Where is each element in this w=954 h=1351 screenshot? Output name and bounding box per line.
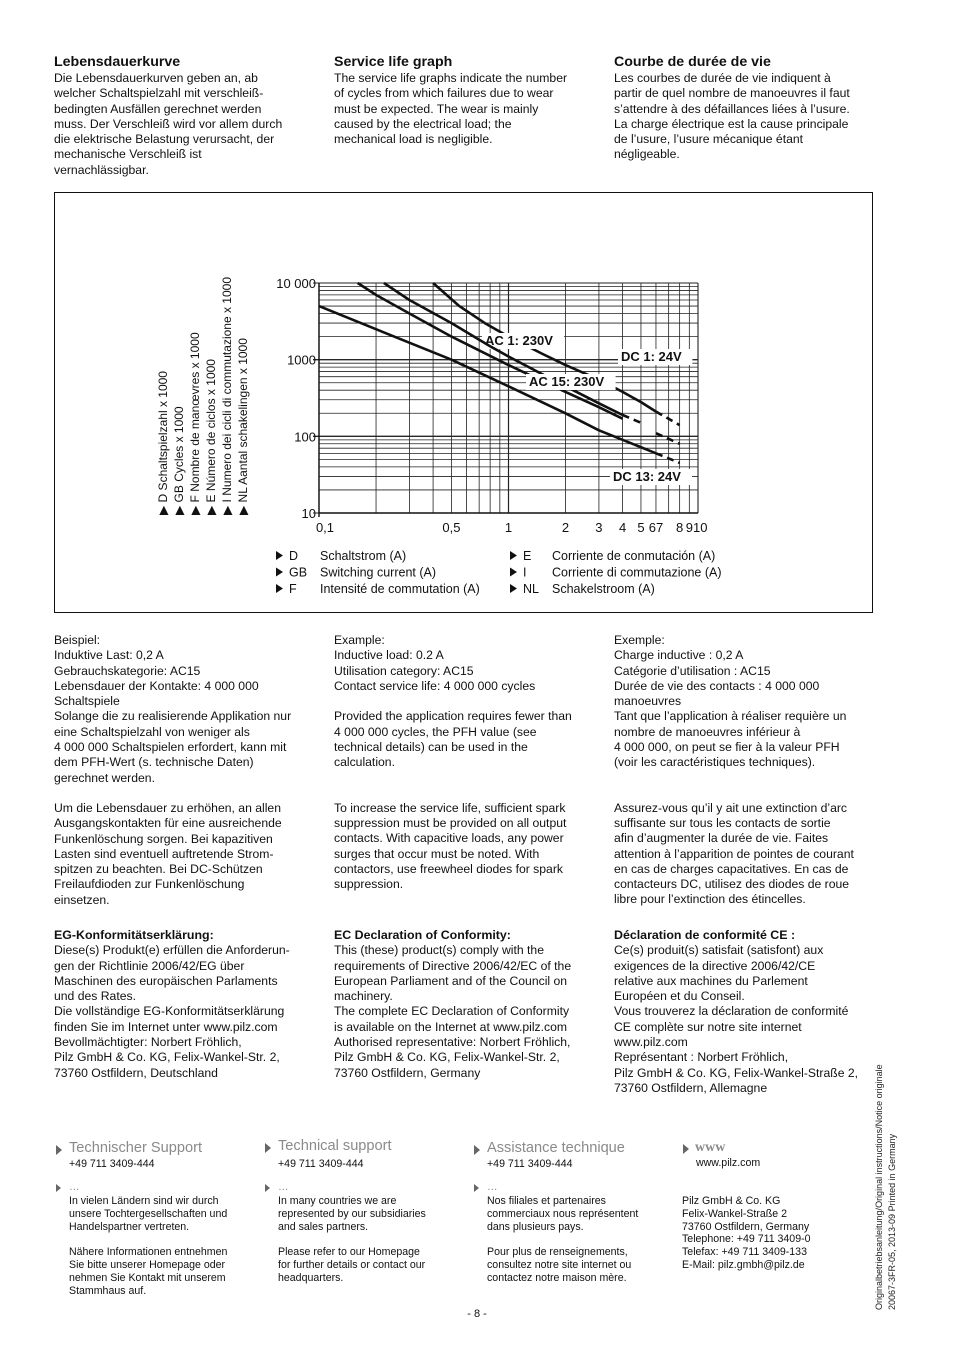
- x-tick-label: 2: [561, 520, 570, 535]
- x-axis-label-code: D: [289, 549, 299, 563]
- y-tick-label: 10: [301, 506, 316, 521]
- conformity-text: Diese(s) Produkt(e) erfüllen die Anforderun- gen der Richtlinie 2006/42/EG über Maschinen des europäischen Parlaments und des Rates. Die vollständige EG-Konformitätserklärung finden Sie im Internet unter www.pilz.com Bevollmächtigter: Norbert Fröhlich, Pilz GmbH & Co. KG, Felix-Wankel-Str. 2, 73760 Ostfildern, Deutschland: [54, 943, 290, 1080]
- x-axis-label-code: F: [289, 582, 297, 596]
- x-axis-label: Schakelstroom (A): [552, 582, 655, 596]
- support-text-en: In many countries we are represented by our subsidiaries and sales partners. Please refer to our Homepage for further details or contact our headquarters.: [278, 1195, 426, 1284]
- x-tick-label: 10: [693, 520, 708, 535]
- x-tick-label: 5: [637, 520, 645, 535]
- example-text: Beispiel: Induktive Last: 0,2 A Gebrauchskategorie: AC15 Lebensdauer der Kontakte: 4 000 000 Schaltspiele Solange die zu realisierende Applikation nur eine Schaltspielzahl von weniger als 4 000 000 Schaltspielen erfordert, kann mit dem PFH-Wert (s. technische Daten) gerechnet werden.: [54, 633, 292, 785]
- support-title-en: Technical support: [278, 1138, 392, 1154]
- x-axis-label: Intensité de commutation (A): [320, 582, 480, 596]
- section-title: Lebensdauerkurve: [54, 54, 181, 70]
- y-axis-label: ▶ F Nombre de manœvres x 1000: [188, 332, 202, 515]
- section-text: The service life graphs indicate the number of cycles from which failures due to wear must be expected. The wear is mainly caused by the electrical load; the mechanical load is negligible.: [334, 71, 568, 147]
- arrow-icon: [510, 584, 517, 593]
- www-link[interactable]: www.pilz.com: [696, 1157, 761, 1169]
- page-number: - 8 -: [467, 1308, 487, 1320]
- x-axis-label-code: E: [523, 549, 532, 563]
- spark-text: Assurez-vous qu’il y ait une extinction d’arc suffisante sur tous les contacts de sortie afin d’augmenter la durée de vie. Faites attention à l’apparition de pointes de courant en cas de charges capacitatives. En cas de contacteurs DC, utilisez des diodes de roue libre pour l’extinction des étincelles.: [614, 800, 854, 907]
- arrow-icon: [276, 584, 283, 593]
- arrow-icon: [683, 1144, 689, 1154]
- y-axis-label: ▶ NL Aantal schakelingen x 1000: [236, 338, 250, 515]
- x-axis-label-code: GB: [289, 565, 308, 580]
- support-title-fr: Assistance technique: [487, 1140, 625, 1156]
- conformity-fr: [614, 928, 874, 1096]
- y-axis-label: ▶ D Schaltspielzahl x 1000: [156, 371, 170, 515]
- x-tick-label: 67: [648, 520, 664, 535]
- y-tick-label: 1000: [287, 352, 316, 368]
- conformity-de: [54, 928, 314, 1081]
- spark-text: Um die Lebensdauer zu erhöhen, an allen Ausgangskontakten für eine ausreichende Funkenlöschung sorgen. Bei kapazitiven Lasten sind eventuell auftretende Strom- spitzen zu beachten. Bei DC-Schützen Freilaufdioden zur Funkenlöschung einsetzen.: [54, 800, 282, 907]
- series-line-dashed: [656, 433, 680, 444]
- x-axis-label: Schaltstrom (A): [320, 549, 407, 563]
- arrow-icon: [56, 1184, 61, 1192]
- arrow-icon: [510, 551, 517, 560]
- ellipsis: …: [278, 1181, 289, 1193]
- chart-svg: [55, 193, 872, 612]
- series-label: AC 1: 230V: [485, 333, 553, 348]
- section-title: Service life graph: [334, 54, 453, 70]
- support-phone-fr[interactable]: +49 711 3409-444: [487, 1158, 573, 1170]
- section-title: Courbe de durée de vie: [614, 54, 771, 70]
- section-text: Les courbes de durée de vie indiquent à partir de quel nombre de manoeuvres il faut s’attendre à des défaillances liées à l’usure. La charge électrique est la cause principale de l’usure, l’usure mécanique étant négligeable.: [614, 71, 850, 162]
- x-axis-label-code: I: [523, 565, 527, 580]
- example-de: [54, 633, 314, 908]
- series-label: AC 15: 230V: [529, 374, 605, 389]
- company-address: Pilz GmbH & Co. KG Felix-Wankel-Straße 2 73760 Ostfildern, Germany Telephone: +49 711 3409-0 Telefax: +49 711 3409-133 E-Mail: pilz.gmbh@pilz.de: [682, 1195, 811, 1271]
- x-axis-label-code: NL: [523, 582, 539, 596]
- x-tick-label: 9: [685, 520, 693, 535]
- example-en: [334, 633, 594, 892]
- ellipsis: …: [69, 1181, 80, 1193]
- x-axis-label: Corriente di commutazione (A): [552, 565, 722, 580]
- intro-fr: [614, 53, 874, 163]
- arrow-icon: [474, 1184, 479, 1192]
- x-tick-label: 3: [595, 520, 603, 535]
- support-text-de: In vielen Ländern sind wir durch unsere Tochtergesellschaften und Handelspartner vertreten. Nähere Informationen entnehmen Sie bitte unserer Homepage oder nehmen Sie Kontakt mit unserem Stammhaus auf.: [69, 1195, 228, 1297]
- support-phone-de[interactable]: +49 711 3409-444: [69, 1158, 155, 1170]
- x-tick-label: 8: [676, 520, 684, 535]
- arrow-icon: [265, 1184, 270, 1192]
- example-text: Exemple: Charge inductive : 0,2 A Catégorie d’utilisation : AC15 Durée de vie des contacts : 4 000 000 manoeuvres Tant que l’application à réaliser requière un nombre de manoeuvres inférieur à 4 000 000, on peut se fier à la valeur PFH (voir les caractéristiques techniques).: [614, 633, 847, 770]
- conformity-text: Ce(s) produit(s) satisfait (satisfont) aux exigences de la directive 2006/42/CE relative aux machines du Parlement Européen et du Conseil. Vous trouverez la déclaration de conformité CE complète sur notre site internet www.pilz.com Représentant : Norbert Fröhlich, Pilz GmbH & Co. KG, Felix-Wankel-Straße 2, 73760 Ostfildern, Allemagne: [614, 943, 859, 1095]
- y-axis-label: ▶ E Número de ciclos x 1000: [204, 359, 218, 515]
- arrow-icon: [510, 568, 517, 577]
- series-label: DC 1: 24V: [621, 349, 682, 364]
- side-note-line2: 20067-3FR-05, 2013-09 Printed in Germany: [887, 1133, 897, 1310]
- arrow-icon: [276, 551, 283, 560]
- www-title: www: [695, 1140, 726, 1155]
- arrow-icon: [474, 1145, 480, 1155]
- conformity-title: EG-Konformitätserklärung:: [54, 928, 214, 942]
- conformity-text: This (these) product(s) comply with the requirements of Directive 2006/42/EC of the European Parliament and of the Council on machinery. The complete EC Declaration of Conformity is available on the Internet at www.pilz.com Authorised representative: Norbert Fröhlich, Pilz GmbH & Co. KG, Felix-Wankel-Str. 2, 73760 Ostfildern, Germany: [334, 943, 572, 1080]
- side-note-line1: Originalbetriebsanleitung/Original instructions/Notice originale: [874, 1064, 884, 1310]
- x-tick-label: 4: [618, 520, 627, 535]
- x-axis-label: Switching current (A): [320, 565, 437, 580]
- support-phone-en[interactable]: +49 711 3409-444: [278, 1158, 364, 1170]
- conformity-title: Déclaration de conformité CE :: [614, 928, 796, 942]
- series-line-dashed: [623, 415, 641, 423]
- ellipsis: …: [487, 1181, 498, 1193]
- intro-en: [334, 53, 594, 147]
- conformity-en: [334, 928, 594, 1081]
- y-tick-label: 100: [294, 429, 316, 445]
- x-tick-label: 0,1: [315, 520, 335, 535]
- y-axis-label: ▶ I Numero dei cicli di commutazione x 1000: [220, 277, 234, 515]
- section-text: Die Lebensdauerkurven geben an, ab welcher Schaltspielzahl mit verschleiß- bedingten Ausfällen gerechnet werden muss. Der Verschleiß wird vor allem durch die elektrische Belastung verursacht, der mechanische Verschleiß ist vernachlässigbar.: [54, 71, 283, 177]
- series-line-dashed: [656, 453, 680, 463]
- x-axis-label: Corriente de conmutación (A): [552, 549, 716, 563]
- conformity-title: EC Declaration of Conformity:: [334, 928, 511, 942]
- arrow-icon: [276, 568, 283, 577]
- x-tick-label: 0,5: [442, 520, 461, 535]
- intro-de: [54, 53, 314, 178]
- y-tick-label: 10 000: [276, 276, 316, 291]
- x-tick-label: 1: [504, 520, 513, 535]
- service-life-chart: [54, 192, 873, 613]
- example-text: Example: Inductive load: 0.2 A Utilisation category: AC15 Contact service life: 4 000 000 cycles Provided the application requires fewer than 4 000 000 cycles, the PFH value (see technical details) can be used in the calculation.: [334, 633, 572, 770]
- y-axis-label: ▶ GB Cycles x 1000: [172, 406, 186, 515]
- arrow-icon: [56, 1145, 62, 1155]
- spark-text: To increase the service life, sufficient spark suppression must be provided on all output contacts. With capacitive loads, any power surges that occur must be noted. With contactors, use freewheel diodes for spark suppression.: [334, 800, 567, 892]
- example-fr: [614, 633, 874, 908]
- arrow-icon: [265, 1143, 271, 1153]
- series-label: DC 13: 24V: [613, 469, 681, 484]
- support-title-de: Technischer Support: [69, 1140, 203, 1156]
- support-text-fr: Nos filiales et partenaires commerciaux nous représentent dans plusieurs pays. Pour plus de renseignements, consultez notre site internet ou contactez notre maison mère.: [487, 1195, 639, 1284]
